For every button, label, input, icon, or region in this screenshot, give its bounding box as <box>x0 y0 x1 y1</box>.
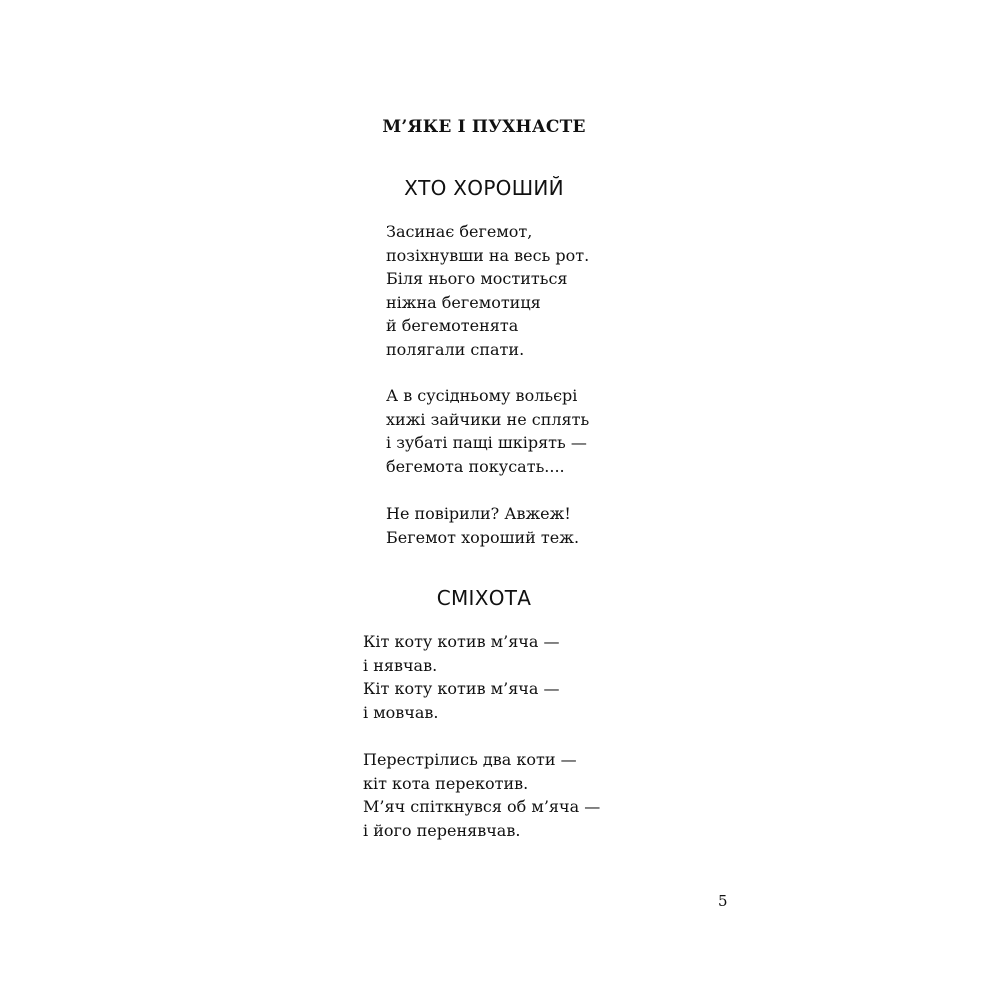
stanza <box>386 384 589 478</box>
stanza <box>363 748 600 842</box>
stanza <box>386 502 579 549</box>
poem-line: Кіт коту котив м’яча — <box>363 632 560 651</box>
poem-line: М’яч спіткнувся об м’яча — <box>363 797 601 817</box>
poem-line: полягали спати. <box>386 339 525 359</box>
poem-title-kto-khoroshyi: ХТО ХОРОШИЙ <box>404 176 564 200</box>
poem-line: хижі зайчики не сплять <box>386 409 590 429</box>
poem-line: ніжна бегемотиця <box>386 292 541 312</box>
page-number: 5 <box>718 892 728 910</box>
poem-line: Засинає бегемот, <box>386 222 533 241</box>
stanza <box>363 630 560 724</box>
section-title: М’ЯКЕ І ПУХНАСТЕ <box>382 117 586 137</box>
poem-line: і його перенявчав. <box>363 820 521 840</box>
poem-line: кіт кота перекотив. <box>363 773 529 793</box>
poem-line: Бегемот хороший теж. <box>386 527 580 547</box>
poem-line: і нявчав. <box>363 655 438 675</box>
poem-line: бегемота покусать.... <box>386 456 565 476</box>
poem-line: і мовчав. <box>363 702 439 722</box>
poem-line: А в сусідньому вольєрі <box>386 386 578 405</box>
poem-line: позіхнувши на весь рот. <box>386 245 590 265</box>
stanza <box>386 220 589 362</box>
poem-title-smikhota: СМІХОТА <box>436 586 532 610</box>
poem-line: і зубаті пащі шкірять — <box>386 433 587 453</box>
poem-line: Не повірили? Авжеж! <box>386 504 571 523</box>
poem-line: Перестрілись два коти — <box>363 750 577 769</box>
poem-line: й бегемотенята <box>386 316 519 336</box>
poem-line: Кіт коту котив м’яча — <box>363 679 560 699</box>
poem-line: Біля нього моститься <box>386 269 568 289</box>
